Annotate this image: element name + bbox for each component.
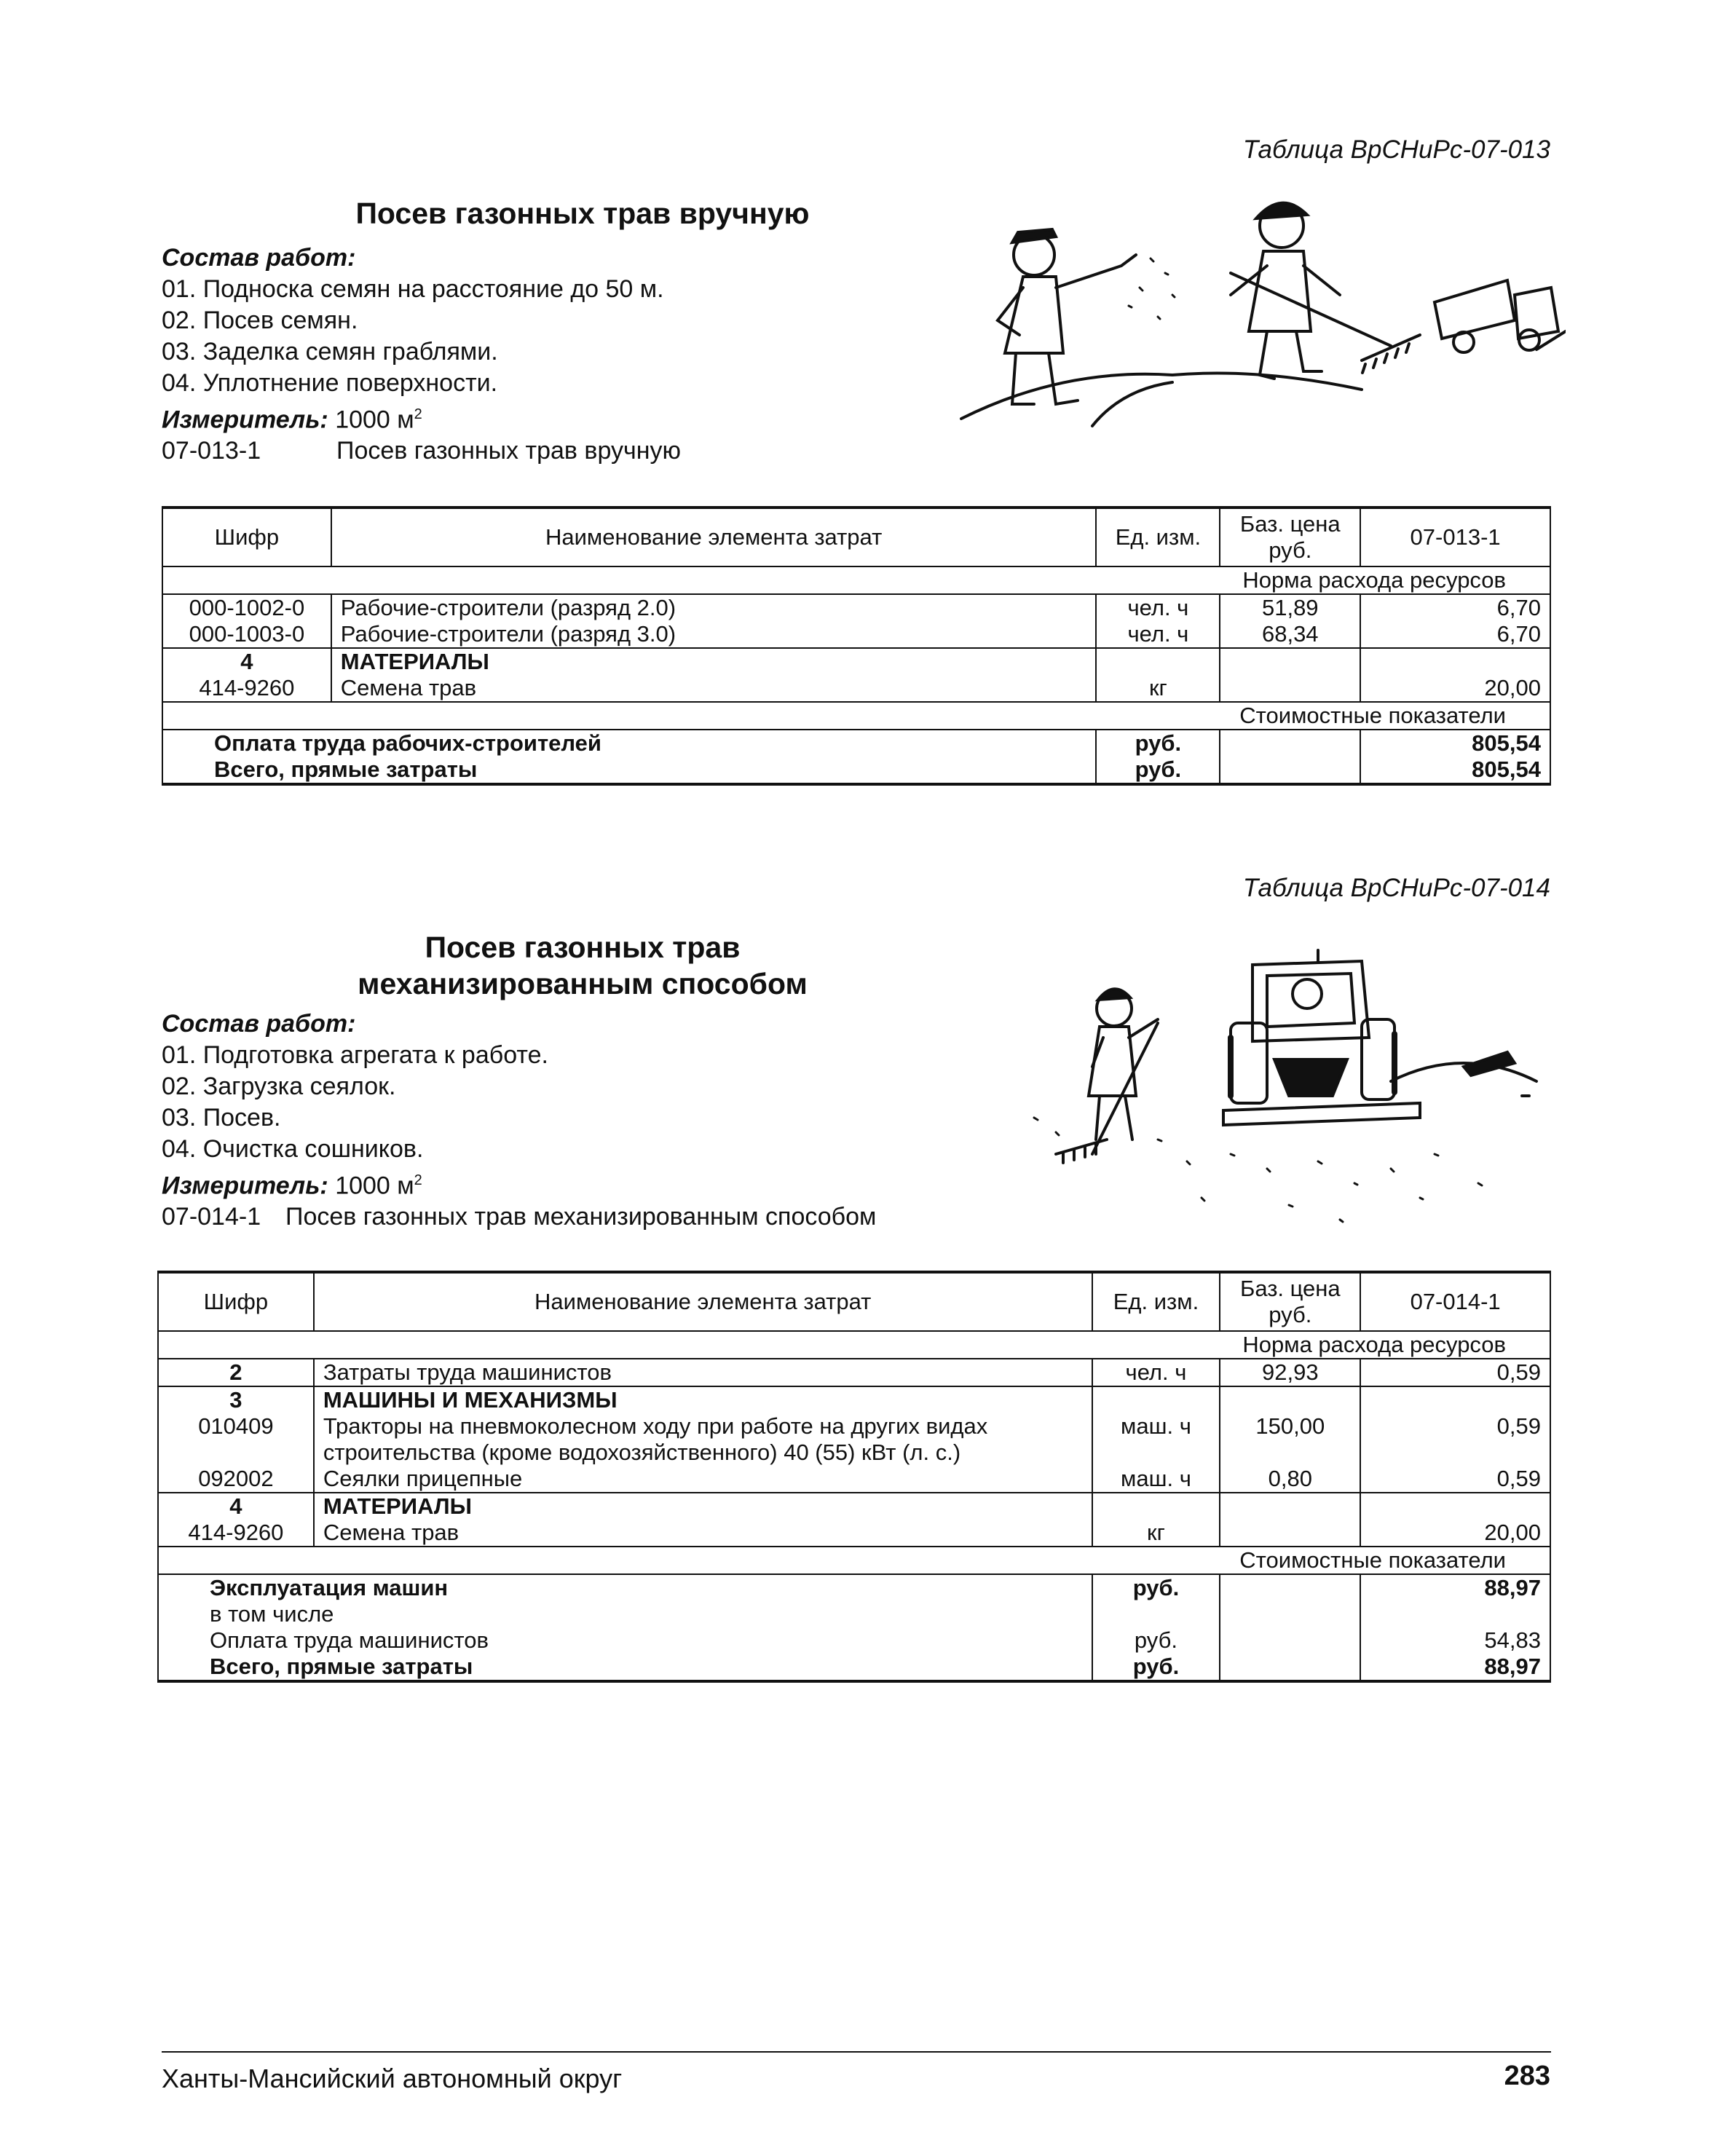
- work-item: 03. Заделка семян граблями.: [162, 338, 498, 366]
- table-caption-2: Таблица ВрСНиРс-07-014: [1242, 874, 1550, 902]
- cost-value: 805,54: [1360, 730, 1550, 757]
- cell-norm: [1360, 648, 1550, 675]
- cell-norm: 20,00: [1360, 1520, 1550, 1547]
- cell-name: МАТЕРИАЛЫ: [331, 648, 1097, 675]
- cost-value: 805,54: [1360, 757, 1550, 784]
- section-title-2: [320, 929, 845, 1002]
- footer-divider: [162, 2051, 1551, 2053]
- work-item: 02. Посев семян.: [162, 307, 358, 334]
- measure-sup: 2: [414, 1172, 422, 1188]
- cell-price: 0,80: [1220, 1466, 1360, 1493]
- table-row: [162, 594, 1550, 621]
- cost-unit: [1092, 1601, 1220, 1627]
- cell-unit: чел. ч: [1096, 594, 1220, 621]
- cell-name: Рабочие-строители (разряд 3.0): [331, 621, 1097, 648]
- work-item: 04. Уплотнение поверхности.: [162, 369, 498, 397]
- table-row: [162, 675, 1550, 702]
- cost-name: Оплата труда рабочих-строителей: [162, 730, 1096, 757]
- header-name: Наименование элемента затрат: [331, 508, 1097, 566]
- header-unit: Ед. изм.: [1096, 508, 1220, 566]
- cost-price: [1220, 1574, 1360, 1601]
- cell-norm: 0,59: [1360, 1359, 1550, 1386]
- item-code: 07-014-1: [162, 1203, 261, 1231]
- table-header-row: [158, 1272, 1550, 1331]
- cost-value: 54,83: [1360, 1627, 1550, 1654]
- cell-code: 000-1003-0: [162, 621, 331, 648]
- cell-code: 010409: [158, 1413, 314, 1466]
- cost-value: [1360, 1601, 1550, 1627]
- cost-price: [1220, 1654, 1360, 1681]
- section-title-line: Посев газонных трав: [425, 931, 741, 964]
- cost-row: [158, 1654, 1550, 1681]
- cell-code: 4: [158, 1493, 314, 1520]
- cell-code: 2: [158, 1359, 314, 1386]
- cost-price: [1220, 730, 1360, 757]
- header-price: Баз. цена руб.: [1220, 1272, 1360, 1331]
- measure-label: Измеритель:: [162, 406, 328, 434]
- cost-name: Оплата труда машинистов: [158, 1627, 1092, 1654]
- cost-section-row: [158, 1547, 1550, 1574]
- cell-unit: чел. ч: [1092, 1359, 1220, 1386]
- norm-section-row: [162, 566, 1550, 594]
- cell-norm: 0,59: [1360, 1413, 1550, 1466]
- item-code: 07-013-1: [162, 437, 261, 465]
- table-row: [162, 648, 1550, 675]
- cell-code: 4: [162, 648, 331, 675]
- footer-region: Ханты-Мансийский автономный округ: [162, 2064, 623, 2093]
- measure-sup: 2: [414, 406, 422, 422]
- cost-price: [1220, 757, 1360, 784]
- cell-name: Рабочие-строители (разряд 2.0): [331, 594, 1097, 621]
- costs-table-2: [157, 1271, 1551, 1683]
- cell-name: МАТЕРИАЛЫ: [314, 1493, 1092, 1520]
- header-price: Баз. цена руб.: [1220, 508, 1360, 566]
- cost-row: [162, 757, 1550, 784]
- header-name: Наименование элемента затрат: [314, 1272, 1092, 1331]
- cell-code: 3: [158, 1386, 314, 1413]
- header-item: 07-014-1: [1360, 1272, 1550, 1331]
- cell-norm: 6,70: [1360, 621, 1550, 648]
- measure-value: 1000 м: [335, 406, 414, 434]
- header-item: 07-013-1: [1360, 508, 1550, 566]
- measure-line: [162, 399, 681, 435]
- cost-section-label: Стоимостные показатели: [162, 702, 1550, 730]
- table-header-row: [162, 508, 1550, 566]
- cell-unit: маш. ч: [1092, 1466, 1220, 1493]
- cell-unit: кг: [1096, 675, 1220, 702]
- cost-name: Эксплуатация машин: [158, 1574, 1092, 1601]
- table-row: [158, 1413, 1550, 1466]
- work-item: 04. Очистка сошников.: [162, 1135, 424, 1163]
- table-row: [158, 1520, 1550, 1547]
- cell-unit: кг: [1092, 1520, 1220, 1547]
- cell-norm: [1360, 1493, 1550, 1520]
- cell-price: [1220, 675, 1360, 702]
- item-name: Посев газонных трав вручную: [336, 437, 681, 465]
- costs-table-1: [162, 506, 1551, 786]
- work-item: 01. Подноска семян на расстояние до 50 м.: [162, 275, 664, 303]
- cell-price: 68,34: [1220, 621, 1360, 648]
- cost-row: [162, 730, 1550, 757]
- cell-unit: [1092, 1386, 1220, 1413]
- work-composition-1: [162, 242, 681, 467]
- cost-name: в том числе: [158, 1601, 1092, 1627]
- work-item: 03. Посев.: [162, 1104, 281, 1132]
- work-label: Состав работ:: [162, 1010, 356, 1038]
- measure-label: Измеритель:: [162, 1172, 328, 1200]
- cell-name: Затраты труда машинистов: [314, 1359, 1092, 1386]
- illustration-mechanized-sowing: [1012, 921, 1566, 1241]
- item-name: Посев газонных трав механизированным способом: [285, 1203, 877, 1231]
- cell-norm: 6,70: [1360, 594, 1550, 621]
- cost-price: [1220, 1627, 1360, 1654]
- cell-unit: чел. ч: [1096, 621, 1220, 648]
- cost-name: Всего, прямые затраты: [158, 1654, 1092, 1681]
- cell-price: 150,00: [1220, 1413, 1360, 1466]
- header-code: Шифр: [158, 1272, 314, 1331]
- cost-section-label: Стоимостные показатели: [158, 1547, 1550, 1574]
- work-label: Состав работ:: [162, 244, 356, 272]
- cell-code: 000-1002-0: [162, 594, 331, 621]
- measure-line: [162, 1165, 876, 1201]
- work-composition-2: [162, 1008, 876, 1233]
- illustration-manual-sowing: [954, 186, 1566, 462]
- table-row: [158, 1386, 1550, 1413]
- norm-section-row: [158, 1331, 1550, 1359]
- item-line: [162, 435, 681, 467]
- cell-name: Семена трав: [314, 1520, 1092, 1547]
- cell-name: Сеялки прицепные: [314, 1466, 1092, 1493]
- cell-price: 92,93: [1220, 1359, 1360, 1386]
- cost-row: [158, 1601, 1550, 1627]
- section-title-1: [320, 195, 845, 232]
- cost-name: Всего, прямые затраты: [162, 757, 1096, 784]
- cost-unit: руб.: [1092, 1574, 1220, 1601]
- table-row: [158, 1493, 1550, 1520]
- cost-unit: руб.: [1096, 730, 1220, 757]
- item-line: [162, 1201, 876, 1233]
- cell-code: 092002: [158, 1466, 314, 1493]
- cost-unit: руб.: [1092, 1627, 1220, 1654]
- norm-section-label: Норма расхода ресурсов: [158, 1331, 1550, 1359]
- table-row: [162, 621, 1550, 648]
- table-caption-1: Таблица ВрСНиРс-07-013: [1242, 135, 1550, 164]
- measure-value: 1000 м: [335, 1172, 414, 1200]
- cell-price: [1220, 1520, 1360, 1547]
- section-title-line: Посев газонных трав вручную: [355, 197, 810, 230]
- cost-price: [1220, 1601, 1360, 1627]
- cell-norm: [1360, 1386, 1550, 1413]
- cost-unit: руб.: [1092, 1654, 1220, 1681]
- cost-row: [158, 1627, 1550, 1654]
- cost-section-row: [162, 702, 1550, 730]
- cell-name: Семена трав: [331, 675, 1097, 702]
- cell-unit: маш. ч: [1092, 1413, 1220, 1466]
- cell-code: 414-9260: [162, 675, 331, 702]
- page-number: 283: [1504, 2061, 1550, 2091]
- header-unit: Ед. изм.: [1092, 1272, 1220, 1331]
- table-row: [158, 1466, 1550, 1493]
- cell-code: 414-9260: [158, 1520, 314, 1547]
- cell-price: [1220, 1493, 1360, 1520]
- work-item: 01. Подготовка агрегата к работе.: [162, 1041, 548, 1069]
- header-code: Шифр: [162, 508, 331, 566]
- cost-row: [158, 1574, 1550, 1601]
- cell-price: 51,89: [1220, 594, 1360, 621]
- cell-unit: [1096, 648, 1220, 675]
- cell-price: [1220, 648, 1360, 675]
- cost-unit: руб.: [1096, 757, 1220, 784]
- cell-name: Тракторы на пневмоколесном ходу при работе на других видах строительства (кроме водохозяйственного) 40 (55) кВт (л. с.): [314, 1413, 1092, 1466]
- section-title-line: механизированным способом: [358, 967, 808, 1000]
- norm-section-label: Норма расхода ресурсов: [162, 566, 1550, 594]
- table-row: [158, 1359, 1550, 1386]
- cost-value: 88,97: [1360, 1574, 1550, 1601]
- cell-norm: 20,00: [1360, 675, 1550, 702]
- work-item: 02. Загрузка сеялок.: [162, 1073, 396, 1100]
- cell-price: [1220, 1386, 1360, 1413]
- cell-norm: 0,59: [1360, 1466, 1550, 1493]
- cell-name: МАШИНЫ И МЕХАНИЗМЫ: [314, 1386, 1092, 1413]
- cell-unit: [1092, 1493, 1220, 1520]
- cost-value: 88,97: [1360, 1654, 1550, 1681]
